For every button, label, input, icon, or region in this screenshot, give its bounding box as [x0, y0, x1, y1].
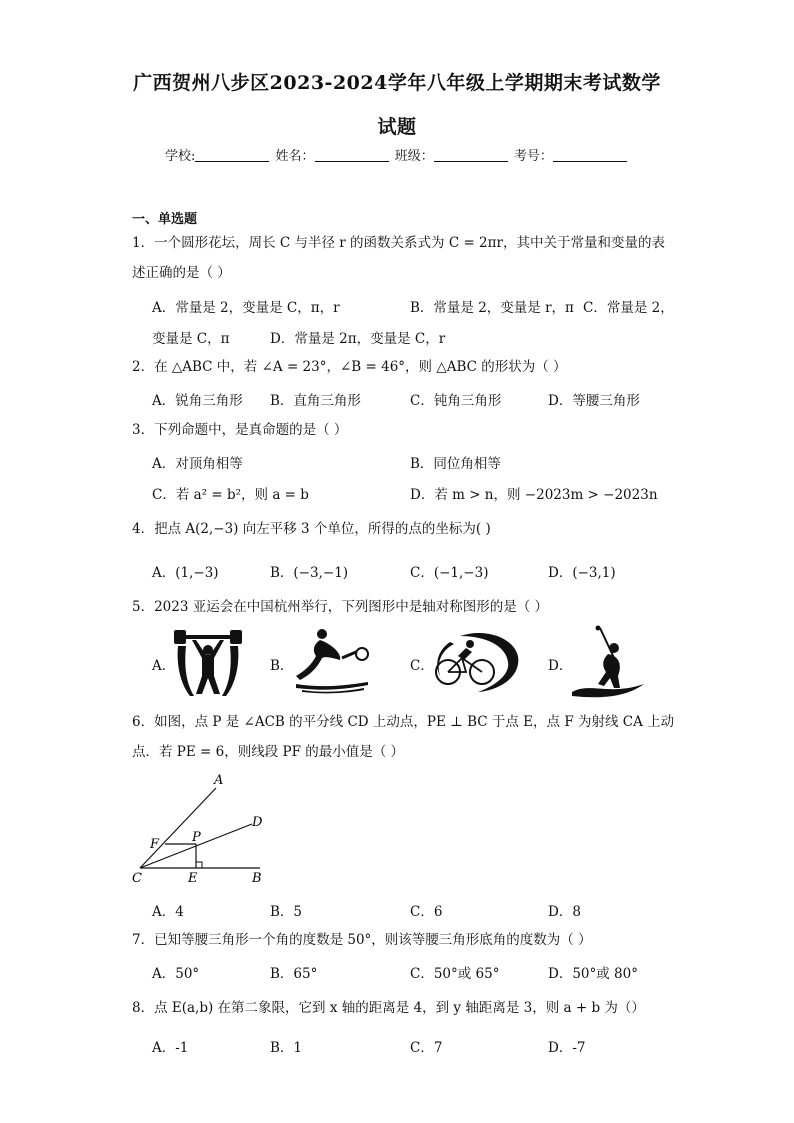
q1-stem-line1: 1．一个圆形花坛，周长 C 与半径 r 的函数关系式为 C = 2πr，其中关于常量和变量的表: [132, 235, 665, 251]
school-label: 学校:: [165, 149, 196, 164]
class-label: 班级：: [394, 149, 434, 164]
q3-option-b[interactable]: B．同位角相等: [410, 456, 501, 472]
q5-option-b[interactable]: B．: [270, 658, 294, 674]
q3-option-a[interactable]: A．对顶角相等: [152, 456, 243, 472]
name-blank[interactable]: [315, 149, 389, 162]
q8-option-c[interactable]: C．7: [410, 1040, 443, 1056]
q8-option-b[interactable]: B．1: [270, 1040, 303, 1056]
q4-stem: 4．把点 A(2,−3) 向左平移 3 个单位，所得的点的坐标为( ): [132, 521, 491, 537]
exam-number-blank[interactable]: [553, 149, 627, 162]
label-f: F: [150, 837, 160, 852]
q1-option-c-continued: 变量是 C，π: [152, 331, 230, 347]
q5-stem: 5．2023 亚运会在中国杭州举行，下列图形中是轴对称图形的是（ ）: [132, 599, 549, 615]
q7-option-a[interactable]: A．50°: [152, 966, 200, 982]
q7-option-b[interactable]: B．65°: [270, 966, 318, 982]
exam-number-label: 考号：: [513, 149, 553, 164]
q4-option-d[interactable]: D．(−3,1): [548, 565, 616, 581]
q3-stem: 3．下列命题中，是真命题的是（ ）: [132, 422, 348, 438]
q1-option-a[interactable]: A．常量是 2，变量是 C，π，r: [152, 300, 340, 316]
q8-option-a[interactable]: A．-1: [152, 1040, 189, 1056]
exam-title-line1: 广西贺州八步区2023-2024学年八年级上学期期末考试数学: [133, 72, 661, 94]
section-heading: 一、单选题: [132, 212, 198, 227]
q2-option-d[interactable]: D．等腰三角形: [548, 393, 640, 409]
label-e: E: [188, 871, 198, 886]
q3-option-c[interactable]: C．若 a² = b²，则 a = b: [152, 487, 309, 503]
q4-option-b[interactable]: B．(−3,−1): [270, 565, 349, 581]
label-d: D: [252, 815, 263, 830]
label-c: C: [132, 871, 142, 886]
q6-option-c[interactable]: C．6: [410, 904, 443, 920]
q5-option-c[interactable]: C．: [410, 658, 434, 674]
class-blank[interactable]: [434, 149, 508, 162]
q1-option-c[interactable]: C．常量是 2，: [583, 300, 674, 316]
q7-option-c[interactable]: C．50°或 65°: [410, 966, 500, 982]
student-info-line: [165, 145, 629, 164]
q4-option-a[interactable]: A．(1,−3): [152, 565, 219, 581]
q6-stem-line1: 6．如图，点 P 是 ∠ACB 的平分线 CD 上动点，PE ⊥ BC 于点 E，点 F 为射线 CA 上动: [132, 714, 675, 730]
geometry-figure: [128, 770, 278, 888]
q5-option-a[interactable]: A．: [152, 658, 176, 674]
school-blank[interactable]: [195, 149, 269, 162]
q1-stem-line2: 述正确的是（ ）: [132, 265, 231, 281]
q8-stem: 8．点 E(a,b) 在第二象限，它到 x 轴的距离是 4，到 y 轴距离是 3，则 a + b 为（）: [132, 1000, 645, 1016]
ray-ca: [140, 788, 216, 868]
cyclist-icon: [430, 628, 522, 694]
q2-option-a[interactable]: A．锐角三角形: [152, 393, 243, 409]
q6-option-d[interactable]: D．8: [548, 904, 581, 920]
q6-stem-line2: 点．若 PE = 6，则线段 PF 的最小值是（ ）: [132, 744, 405, 760]
q3-option-d[interactable]: D．若 m > n，则 −2023m > −2023n: [410, 487, 658, 503]
q4-option-c[interactable]: C．(−1,−3): [410, 565, 489, 581]
name-label: 姓名：: [275, 149, 315, 164]
q8-option-d[interactable]: D．-7: [548, 1040, 586, 1056]
q2-stem: 2．在 △ABC 中，若 ∠A = 23°，∠B = 46°，则 △ABC 的形状为（ ）: [132, 359, 567, 375]
label-b: B: [252, 871, 262, 886]
label-p: P: [192, 830, 201, 845]
q6-option-a[interactable]: A．4: [152, 904, 184, 920]
volleyball-player-icon: [292, 628, 372, 694]
right-angle-mark: [196, 862, 202, 868]
q2-option-c[interactable]: C．钝角三角形: [410, 393, 502, 409]
exam-title-line2: 试题: [377, 116, 417, 138]
q6-option-b[interactable]: B．5: [270, 904, 303, 920]
label-a: A: [214, 773, 224, 788]
q1-option-d[interactable]: D．常量是 2π，变量是 C，r: [270, 331, 446, 347]
q1-option-b[interactable]: B．常量是 2，变量是 r，π: [410, 300, 574, 316]
q7-option-d[interactable]: D．50°或 80°: [548, 966, 638, 982]
golfer-icon: [570, 624, 646, 700]
weightlifter-icon: [172, 628, 244, 698]
q5-option-d[interactable]: D．: [548, 658, 573, 674]
q2-option-b[interactable]: B．直角三角形: [270, 393, 361, 409]
q7-stem: 7．已知等腰三角形一个角的度数是 50°，则该等腰三角形底角的度数为（ ）: [132, 932, 592, 948]
